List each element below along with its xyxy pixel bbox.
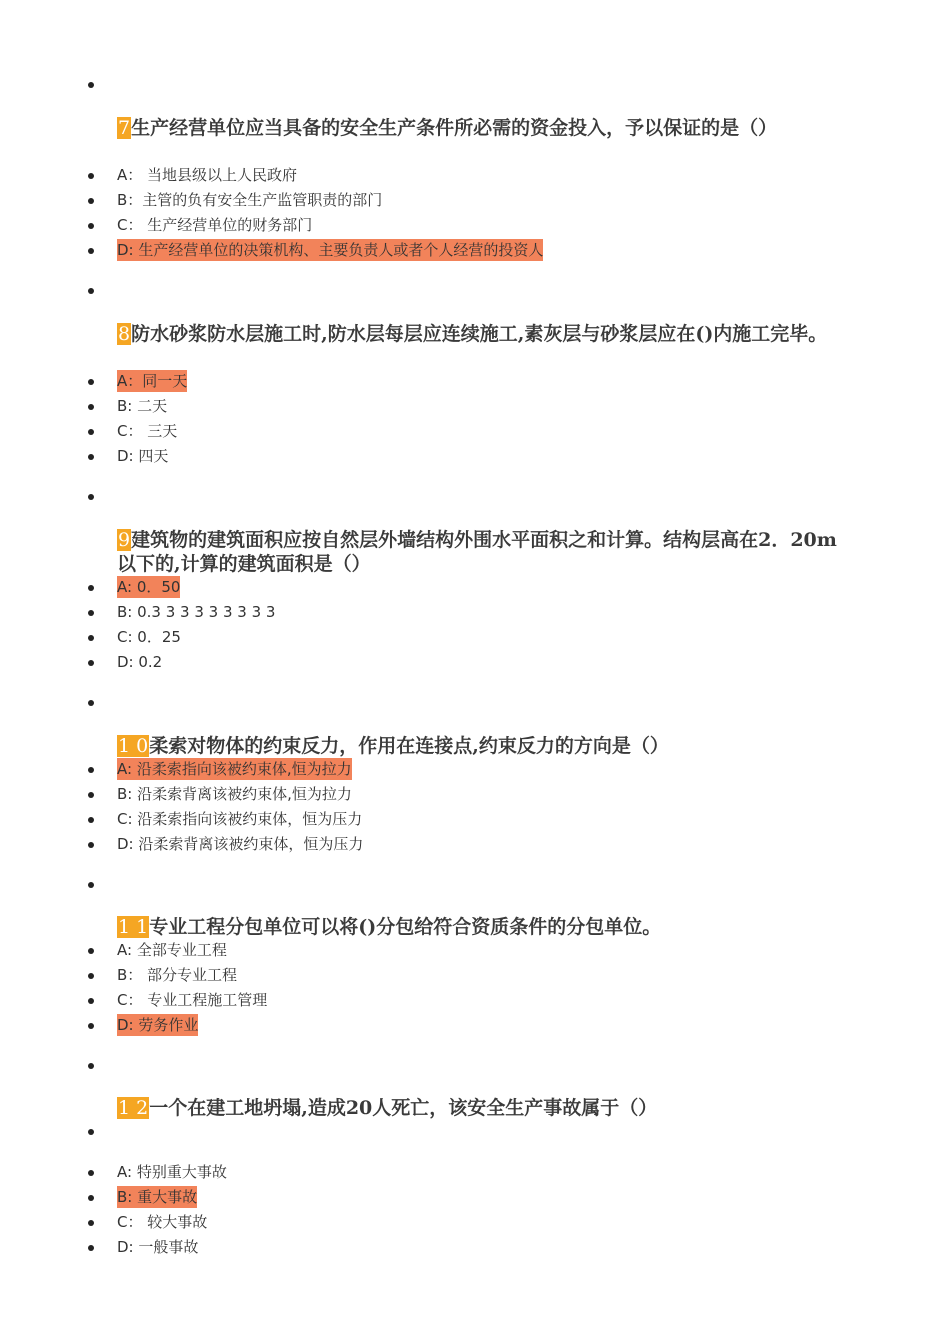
- option-a-answer: A: 沿柔索指向该被约束体,恒为拉力: [117, 760, 352, 778]
- list-bullet: [88, 223, 94, 229]
- option-a: A： 当地县级以上人民政府: [117, 166, 298, 184]
- option-c: C: 0．25: [117, 628, 181, 646]
- option-d: D: 四天: [117, 447, 169, 465]
- list-bullet: [88, 817, 94, 823]
- question-number: 8: [118, 323, 131, 345]
- option-c: C: 沿柔索指向该被约束体，恒为压力: [117, 810, 363, 828]
- option-d-answer: D: 生产经营单位的决策机构、主要负责人或者个人经营的投资人: [117, 241, 544, 259]
- option-d: D: 沿柔索背离该被约束体，恒为压力: [117, 835, 364, 853]
- list-bullet: [88, 973, 94, 979]
- option-b: B: 0.3 3 3 3 3 3 3 3 3: [117, 603, 276, 621]
- list-bullet: [88, 454, 94, 460]
- option-b: B：主管的负有安全生产监管职责的部门: [117, 191, 383, 209]
- option-c: C： 较大事故: [117, 1213, 208, 1231]
- list-bullet: [88, 1245, 94, 1251]
- question-number: 1 2: [118, 1097, 149, 1119]
- option-b: B： 部分专业工程: [117, 966, 238, 984]
- question-number: 1 0: [118, 735, 149, 757]
- option-a: A: 特别重大事故: [117, 1163, 227, 1181]
- list-bullet: [88, 82, 94, 88]
- option-a: A: 全部专业工程: [117, 941, 227, 959]
- question-number: 7: [118, 117, 131, 139]
- list-bullet: [88, 700, 94, 706]
- list-bullet: [88, 248, 94, 254]
- question-8: [117, 322, 837, 346]
- option-d: D: 0.2: [117, 653, 163, 671]
- option-a-answer: A：同一天: [117, 372, 188, 390]
- list-bullet: [88, 404, 94, 410]
- question-12: [117, 1096, 837, 1120]
- question-text: 建筑物的建筑面积应按自然层外墙结构外围水平面积之和计算。结构层高在2．20m以下的,计算的建筑面积是（）: [117, 529, 837, 575]
- question-10: [117, 734, 837, 758]
- option-c: C： 专业工程施工管理: [117, 991, 268, 1009]
- list-bullet: [88, 198, 94, 204]
- list-bullet: [88, 1063, 94, 1069]
- question-11: [117, 915, 837, 939]
- list-bullet: [88, 173, 94, 179]
- option-a-answer: A: 0．50: [117, 578, 181, 596]
- list-bullet: [88, 948, 94, 954]
- question-number: 1 1: [118, 916, 149, 938]
- list-bullet: [88, 792, 94, 798]
- list-bullet: [88, 660, 94, 666]
- list-bullet: [88, 429, 94, 435]
- list-bullet: [88, 1170, 94, 1176]
- list-bullet: [88, 635, 94, 641]
- option-c: C： 三天: [117, 422, 178, 440]
- option-b-answer: B: 重大事故: [117, 1188, 198, 1206]
- list-bullet: [88, 767, 94, 773]
- question-9: [117, 528, 837, 576]
- list-bullet: [88, 1129, 94, 1135]
- question-text: 防水砂浆防水层施工时,防水层每层应连续施工,素灰层与砂浆层应在()内施工完毕。: [131, 323, 828, 345]
- list-bullet: [88, 288, 94, 294]
- question-text: 专业工程分包单位可以将()分包给符合资质条件的分包单位。: [149, 916, 662, 938]
- question-text: 一个在建工地坍塌,造成20人死亡，该安全生产事故属于（）: [149, 1097, 658, 1119]
- list-bullet: [88, 379, 94, 385]
- question-text: 生产经营单位应当具备的安全生产条件所必需的资金投入，予以保证的是（）: [131, 117, 778, 139]
- list-bullet: [88, 1220, 94, 1226]
- list-bullet: [88, 494, 94, 500]
- list-bullet: [88, 585, 94, 591]
- list-bullet: [88, 610, 94, 616]
- question-7: [117, 116, 837, 140]
- option-d-answer: D: 劳务作业: [117, 1016, 199, 1034]
- list-bullet: [88, 1195, 94, 1201]
- option-b: B: 二天: [117, 397, 168, 415]
- option-b: B: 沿柔索背离该被约束体,恒为拉力: [117, 785, 352, 803]
- question-number: 9: [118, 529, 131, 551]
- option-c: C： 生产经营单位的财务部门: [117, 216, 313, 234]
- list-bullet: [88, 842, 94, 848]
- list-bullet: [88, 998, 94, 1004]
- question-text: 柔索对物体的约束反力，作用在连接点,约束反力的方向是（）: [149, 735, 669, 757]
- option-d: D: 一般事故: [117, 1238, 199, 1256]
- list-bullet: [88, 1023, 94, 1029]
- list-bullet: [88, 882, 94, 888]
